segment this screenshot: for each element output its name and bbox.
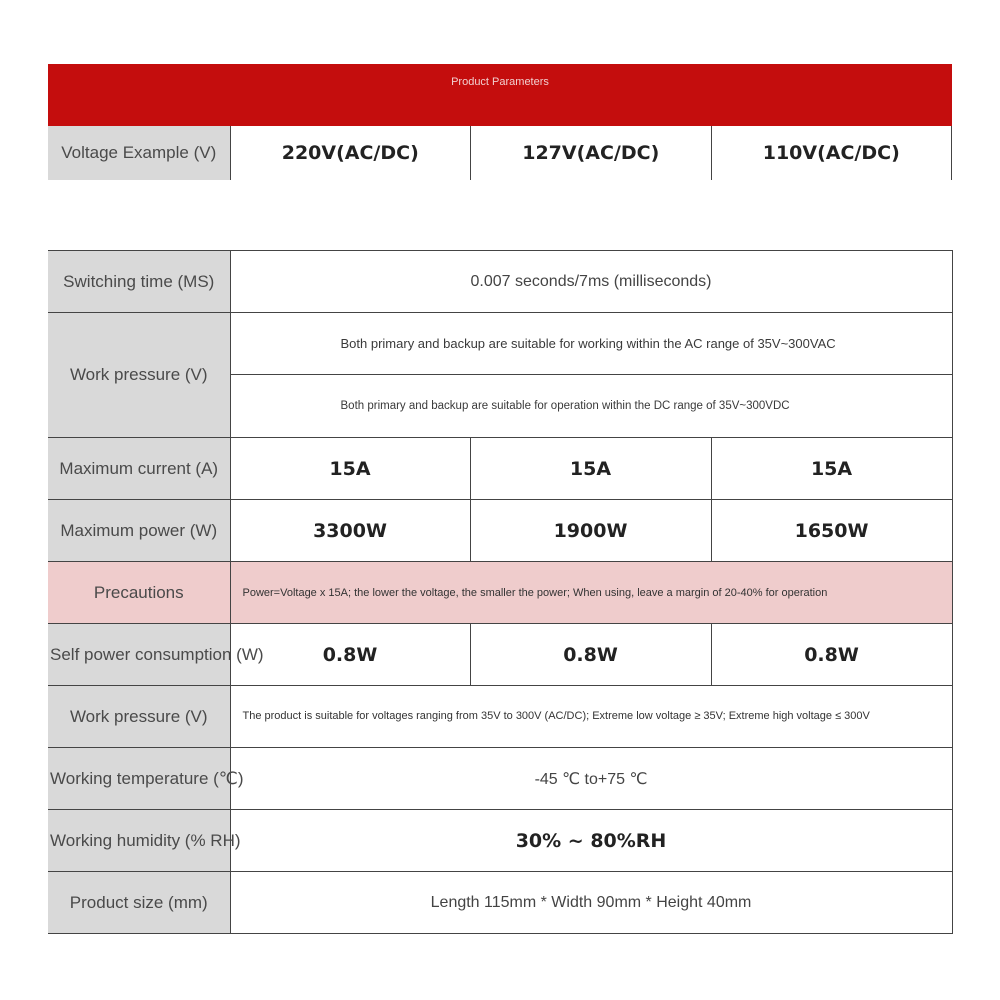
work-pressure-dc-text: Both primary and backup are suitable for operation within the DC range of 35V~300VDC [340, 400, 790, 412]
working-temperature-value: -45 ℃ to+75 ℃ [230, 748, 952, 810]
work-pressure-value-2: The product is suitable for voltages ranging from 35V to 300V (AC/DC); Extreme low voltage ≥ 35V; Extreme high voltage ≤ 300V [230, 686, 952, 748]
voltage-example-table [48, 126, 952, 180]
self-power-row [48, 624, 952, 686]
working-temperature-row [48, 748, 952, 810]
max-current-110: 15A [711, 438, 952, 500]
precautions-label: Precautions [48, 562, 230, 624]
product-size-row [48, 872, 952, 934]
max-power-127: 1900W [470, 500, 711, 562]
max-power-220: 3300W [230, 500, 470, 562]
work-pressure-row-2 [48, 686, 952, 748]
self-power-110: 0.8W [711, 624, 952, 686]
working-temperature-label: Working temperature (℃) [48, 748, 230, 810]
self-power-220: 0.8W [230, 624, 470, 686]
max-power-110: 1650W [711, 500, 952, 562]
max-current-row [48, 438, 952, 500]
voltage-110: 110V(AC/DC) [711, 126, 952, 180]
max-power-label: Maximum power (W) [48, 500, 230, 562]
self-power-label: Self power consumption (W) [48, 624, 230, 686]
voltage-example-row [48, 126, 952, 180]
work-pressure-ac-text: Both primary and backup are suitable for working within the AC range of 35V~300VAC [231, 313, 952, 375]
parameters-table [48, 250, 953, 934]
max-current-127: 15A [470, 438, 711, 500]
switching-time-value: 0.007 seconds/7ms (milliseconds) [230, 251, 952, 313]
max-current-label: Maximum current (A) [48, 438, 230, 500]
work-pressure-label-1: Work pressure (V) [48, 313, 230, 438]
self-power-127: 0.8W [470, 624, 711, 686]
precautions-row [48, 562, 952, 624]
header-title: Product Parameters [451, 76, 549, 88]
voltage-127: 127V(AC/DC) [471, 126, 712, 180]
work-pressure-values-1 [230, 313, 952, 438]
product-size-label: Product size (mm) [48, 872, 230, 934]
switching-time-label: Switching time (MS) [48, 251, 230, 313]
working-humidity-label: Working humidity (% RH) [48, 810, 230, 872]
max-current-220: 15A [230, 438, 470, 500]
voltage-example-label: Voltage Example (V) [48, 126, 230, 180]
precautions-value: Power=Voltage x 15A; the lower the voltage, the smaller the power; When using, leave a margin of 20-40% for operation [230, 562, 952, 624]
work-pressure-row-1 [48, 313, 952, 438]
product-parameters-header [48, 64, 952, 126]
working-humidity-row [48, 810, 952, 872]
max-power-row [48, 500, 952, 562]
product-size-value: Length 115mm * Width 90mm * Height 40mm [230, 872, 952, 934]
working-humidity-value: 30% ~ 80%RH [230, 810, 952, 872]
switching-time-row [48, 251, 952, 313]
voltage-220: 220V(AC/DC) [230, 126, 471, 180]
work-pressure-label-2: Work pressure (V) [48, 686, 230, 748]
